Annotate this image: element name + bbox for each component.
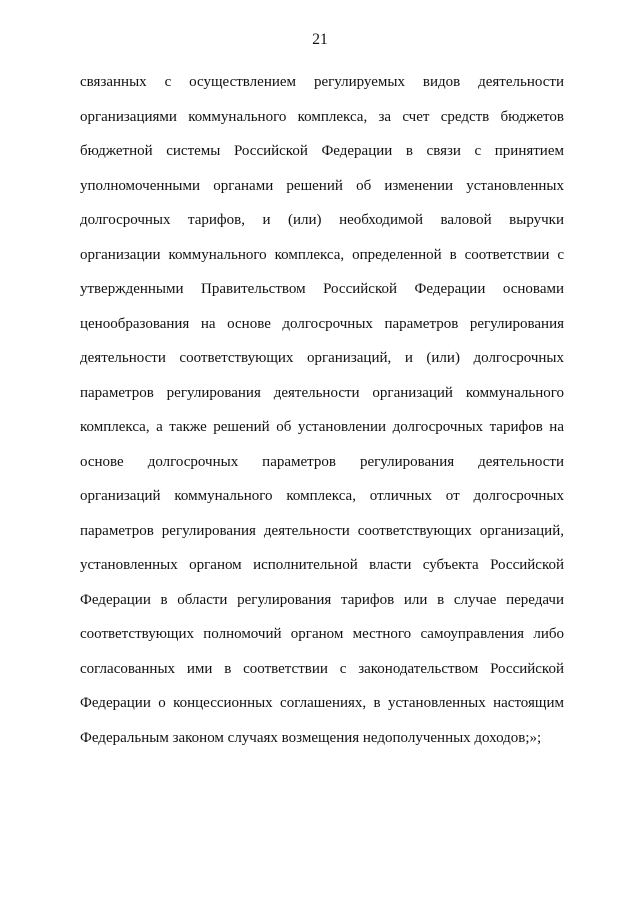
paragraph-line: деятельности соответствующих организаций, и (или) долгосрочных [80, 350, 564, 366]
paragraph-line: Федеральным законом случаях возмещения недополученных доходов;»; [80, 729, 542, 746]
paragraph-line: параметров регулирования деятельности организаций коммунального [80, 384, 564, 401]
paragraph-line: основе долгосрочных параметров регулирования деятельности [80, 453, 564, 470]
paragraph-line: уполномоченными органами решений об изменении установленных [80, 177, 564, 194]
paragraph-line: ценообразования на основе долгосрочных параметров регулирования [80, 315, 564, 332]
paragraph-line: организациями коммунального комплекса, за счет средств бюджетов [80, 108, 564, 125]
paragraph-line: бюджетной системы Российской Федерации в связи с принятием [80, 143, 564, 159]
paragraph-line: организаций коммунального комплекса, отличных от долгосрочных [80, 488, 564, 504]
paragraph-line: организации коммунального комплекса, определенной в соответствии с [80, 246, 564, 263]
paragraph-line: установленных органом исполнительной власти субъекта Российской [80, 557, 564, 573]
paragraph-line: комплекса, а также решений об установлении долгосрочных тарифов на [80, 419, 564, 435]
paragraph-line: соответствующих полномочий органом местного самоуправления либо [80, 626, 564, 642]
body-paragraph [80, 65, 564, 755]
paragraph-line: параметров регулирования деятельности соответствующих организаций, [80, 522, 564, 539]
paragraph-line: Федерации о концессионных соглашениях, в установленных настоящим [80, 695, 564, 711]
paragraph-line: утвержденными Правительством Российской Федерации основами [80, 281, 564, 297]
paragraph-line: Федерации в области регулирования тарифов или в случае передачи [80, 591, 564, 608]
paragraph-line: долгосрочных тарифов, и (или) необходимой валовой выручки [80, 212, 564, 228]
page-number: 21 [312, 31, 328, 48]
paragraph-line: согласованных ими в соответствии с законодательством Российской [80, 660, 564, 677]
paragraph-line: связанных с осуществлением регулируемых видов деятельности [80, 74, 564, 90]
